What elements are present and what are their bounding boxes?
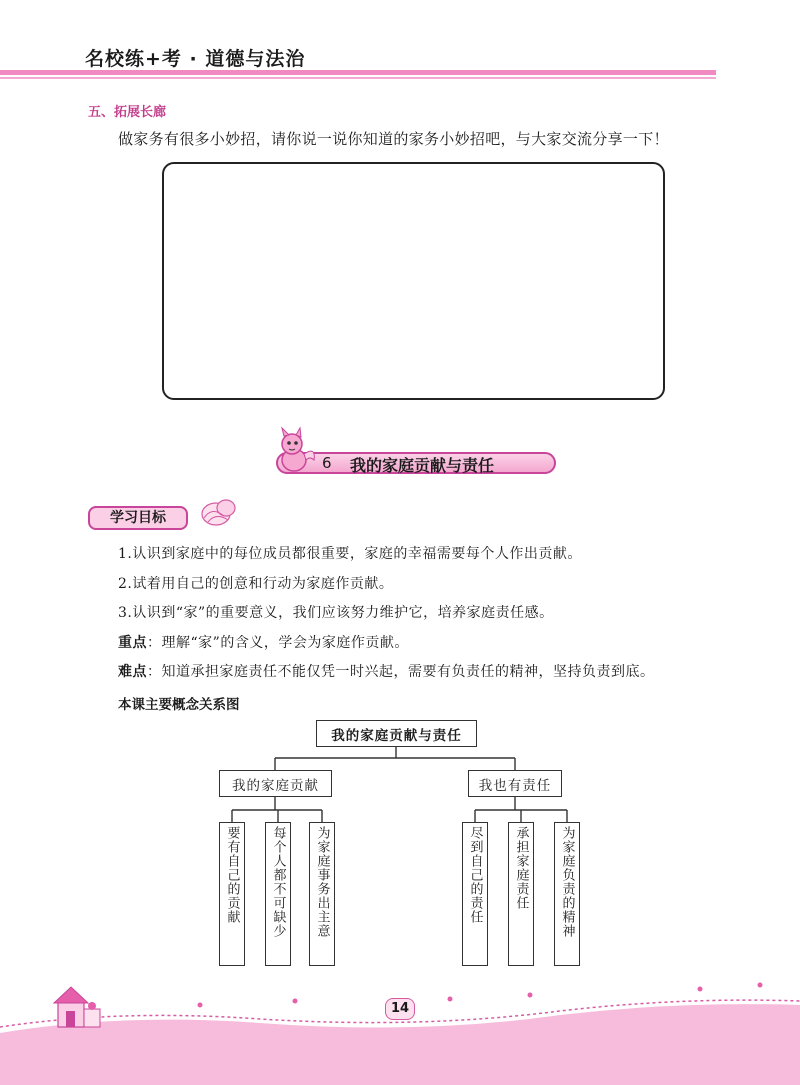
concept-branch-responsibility: 我也有责任 <box>468 770 562 797</box>
concept-leaf: 承担家庭责任 <box>508 822 534 966</box>
concept-root: 我的家庭贡献与责任 <box>316 720 477 747</box>
goal-item-1: 1.认识到家庭中的每位成员都很重要，家庭的幸福需要每个人作出贡献。 <box>118 546 582 562</box>
concept-leaf: 为家庭负责的精神 <box>554 822 580 966</box>
learning-goals-badge: 学习目标 <box>88 506 188 530</box>
concept-leaf: 尽到自己的责任 <box>462 822 488 966</box>
key-point-text: ：理解“家”的含义，学会为家庭作贡献。 <box>147 635 409 651</box>
lesson-number: 6 <box>322 454 332 472</box>
key-point-label: 重点 <box>118 635 147 651</box>
house-icon <box>54 987 100 1027</box>
page-number: 14 <box>385 998 415 1020</box>
section-heading: 五、拓展长廊 <box>88 105 167 120</box>
concept-leaf: 为家庭事务出主意 <box>309 822 335 966</box>
concept-leaf: 要有自己的贡献 <box>219 822 245 966</box>
goal-item-3: 3.认识到“家”的重要意义，我们应该努力维护它，培养家庭责任感。 <box>118 605 554 621</box>
lesson-title: 我的家庭贡献与责任 <box>350 456 495 475</box>
difficulty-label: 难点 <box>118 664 147 680</box>
footer-decoration <box>0 975 800 1085</box>
concept-leaf: 每个人都不可缺少 <box>265 822 291 966</box>
goal-item-2: 2.试着用自己的创意和行动为家庭作贡献。 <box>118 576 394 592</box>
difficulty-text: ：知道承担家庭责任不能仅凭一时兴起，需要有负责任的精神，坚持负责到底。 <box>147 664 655 680</box>
concept-branch-contribution: 我的家庭贡献 <box>219 770 332 797</box>
running-header-title: 名校练+考 · 道德与法治 <box>85 48 306 70</box>
section-prompt: 做家务有很多小妙招，请你说一说你知道的家务小妙招吧，与大家交流分享一下！ <box>118 130 669 148</box>
concept-map-title: 本课主要概念关系图 <box>118 697 240 713</box>
